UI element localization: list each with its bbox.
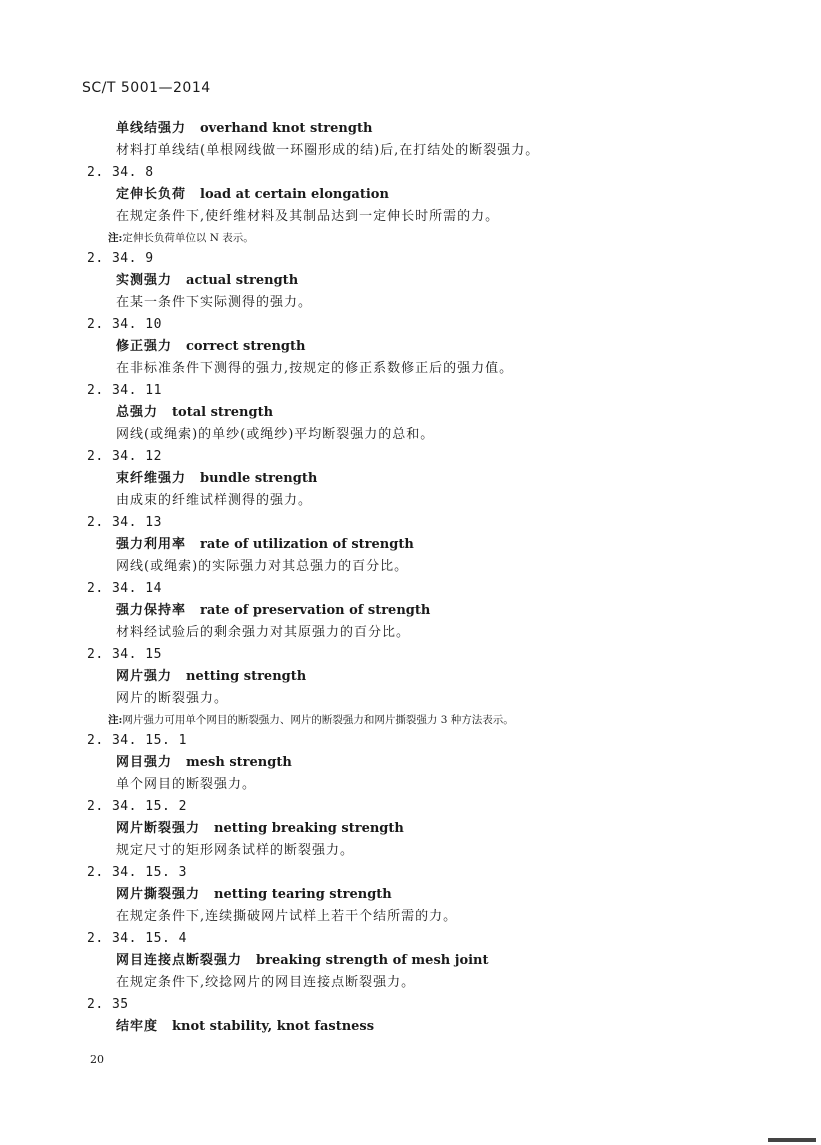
clause-number: 2. 34. 15. 1 — [87, 733, 187, 748]
term-chinese: 网片断裂强力 — [116, 821, 201, 836]
term-chinese: 网片撕裂强力 — [116, 887, 201, 902]
clause-number: 2. 34. 14 — [87, 581, 162, 596]
term-heading — [116, 402, 821, 424]
term-heading — [116, 184, 821, 206]
term-chinese: 实测强力 — [116, 273, 173, 288]
term-chinese: 网目连接点断裂强力 — [116, 953, 243, 968]
term-definition: 材料经试验后的剩余强力对其原强力的百分比。 — [116, 625, 411, 640]
term-entry — [0, 578, 821, 644]
term-definition: 网线(或绳索)的单纱(或绳纱)平均断裂强力的总和。 — [116, 427, 435, 442]
term-heading — [116, 752, 821, 774]
term-entry — [0, 796, 821, 862]
term-note — [108, 710, 821, 730]
term-heading — [116, 270, 821, 292]
term-entry — [0, 314, 821, 380]
term-chinese: 总强力 — [116, 405, 159, 420]
term-english: load at certain elongation — [200, 187, 389, 202]
term-heading — [116, 600, 821, 622]
term-entry — [0, 644, 821, 730]
term-definition: 在非标准条件下测得的强力,按规定的修正系数修正后的强力值。 — [116, 361, 514, 376]
term-entries — [0, 118, 821, 1038]
term-english: netting strength — [186, 669, 307, 684]
term-definition: 在规定条件下,使纤维材料及其制品达到一定伸长时所需的力。 — [116, 209, 500, 224]
clause-number: 2. 34. 15 — [87, 647, 162, 662]
term-heading — [116, 534, 821, 556]
clause-number: 2. 34. 12 — [87, 449, 162, 464]
term-chinese: 束纤维强力 — [116, 471, 187, 486]
term-definition: 网线(或绳索)的实际强力对其总强力的百分比。 — [116, 559, 409, 574]
term-english: knot stability, knot fastness — [172, 1019, 375, 1034]
term-english: correct strength — [186, 339, 306, 354]
term-chinese: 强力利用率 — [116, 537, 187, 552]
term-english: netting breaking strength — [214, 821, 404, 836]
term-heading — [116, 950, 821, 972]
clause-number: 2. 34. 8 — [87, 165, 154, 180]
term-entry — [0, 446, 821, 512]
term-definition: 在规定条件下,绞捻网片的网目连接点断裂强力。 — [116, 975, 416, 990]
term-english: bundle strength — [200, 471, 318, 486]
clause-number: 2. 34. 9 — [87, 251, 154, 266]
term-definition: 规定尺寸的矩形网条试样的断裂强力。 — [116, 843, 355, 858]
term-chinese: 结牢度 — [116, 1019, 159, 1034]
clause-number: 2. 34. 10 — [87, 317, 162, 332]
term-entry — [0, 862, 821, 928]
term-entry — [0, 730, 821, 796]
clause-number: 2. 34. 11 — [87, 383, 162, 398]
term-chinese: 网片强力 — [116, 669, 173, 684]
term-chinese: 强力保持率 — [116, 603, 187, 618]
term-entry — [0, 380, 821, 446]
term-definition: 由成束的纤维试样测得的强力。 — [116, 493, 313, 508]
term-english: actual strength — [186, 273, 299, 288]
term-english: rate of preservation of strength — [200, 603, 431, 618]
term-heading — [116, 336, 821, 358]
term-definition: 在某一条件下实际测得的强力。 — [116, 295, 313, 310]
clause-number: 2. 34. 15. 4 — [87, 931, 187, 946]
term-chinese: 定伸长负荷 — [116, 187, 187, 202]
clause-number: 2. 34. 13 — [87, 515, 162, 530]
term-definition: 单个网目的断裂强力。 — [116, 777, 257, 792]
term-entry — [0, 994, 821, 1038]
term-english: overhand knot strength — [200, 121, 373, 136]
note-text: 定伸长负荷单位以 N 表示。 — [122, 232, 254, 244]
term-heading — [116, 118, 821, 140]
term-entry — [0, 162, 821, 248]
term-entry — [0, 512, 821, 578]
term-definition: 在规定条件下,连续撕破网片试样上若干个结所需的力。 — [116, 909, 458, 924]
term-entry — [0, 928, 821, 994]
term-heading — [116, 818, 821, 840]
term-chinese: 网目强力 — [116, 755, 173, 770]
term-english: breaking strength of mesh joint — [256, 953, 489, 968]
term-definition: 材料打单线结(单根网线做一环圈形成的结)后,在打结处的断裂强力。 — [116, 143, 540, 158]
clause-number: 2. 34. 15. 2 — [87, 799, 187, 814]
term-heading — [116, 884, 821, 906]
clause-number: 2. 35 — [87, 997, 129, 1012]
term-definition: 网片的断裂强力。 — [116, 691, 229, 706]
term-chinese: 修正强力 — [116, 339, 173, 354]
note-text: 网片强力可用单个网目的断裂强力、网片的断裂强力和网片撕裂强力 3 种方法表示。 — [122, 714, 514, 726]
term-note — [108, 228, 821, 248]
term-chinese: 单线结强力 — [116, 121, 187, 136]
term-english: mesh strength — [186, 755, 292, 770]
term-entry — [0, 118, 821, 162]
term-heading — [116, 666, 821, 688]
note-label: 注: — [108, 232, 123, 244]
term-heading — [116, 468, 821, 490]
note-label: 注: — [108, 714, 123, 726]
page-number: 20 — [90, 1053, 104, 1066]
clause-number: 2. 34. 15. 3 — [87, 865, 187, 880]
standard-code-header: SC/T 5001—2014 — [82, 80, 211, 96]
scan-edge-mark — [768, 1138, 816, 1142]
term-entry — [0, 248, 821, 314]
term-english: netting tearing strength — [214, 887, 392, 902]
term-english: total strength — [172, 405, 274, 420]
term-heading — [116, 1016, 821, 1038]
term-english: rate of utilization of strength — [200, 537, 414, 552]
